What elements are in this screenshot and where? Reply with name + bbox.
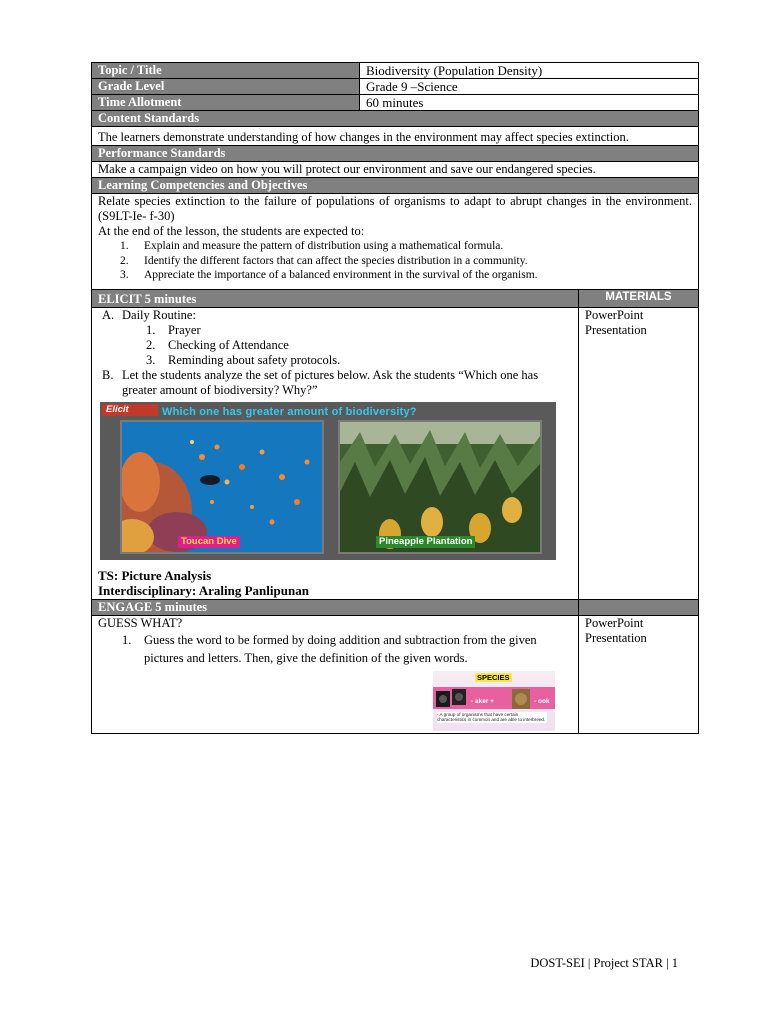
routine-item: 3. Reminding about safety protocols. xyxy=(146,352,341,367)
performance-standards-header: Performance Standards xyxy=(92,146,699,162)
caption-pineapple-plantation: Pineapple Plantation xyxy=(376,536,475,548)
species-slide xyxy=(433,671,555,731)
elicit-item-b: B. Let the students analyze the set of pictures below. Ask the students “Which one has greater amount of biodiversity? Why?” xyxy=(102,367,539,397)
elicit-list xyxy=(98,308,572,398)
routine-item: 1. Prayer xyxy=(146,322,201,337)
pineapple-plantation-image xyxy=(338,420,542,554)
coral-reef-image xyxy=(120,420,324,554)
elicit-body xyxy=(92,307,579,599)
time-value: 60 minutes xyxy=(360,95,699,111)
time-label: Time Allotment xyxy=(92,95,360,111)
competencies-intro: Relate species extinction to the failure of populations of organisms to adapt to abrupt changes in the environment. (S9LT-Ie- f-30) xyxy=(98,194,692,223)
engage-body xyxy=(92,615,579,733)
objectives-list xyxy=(98,239,692,283)
engage-header-blank xyxy=(579,599,699,615)
objective-item: 2. Identify the different factors that can affect the species distribution in a community. xyxy=(120,254,528,267)
routine-item: 2. Checking of Attendance xyxy=(146,337,289,352)
grade-value: Grade 9 –Science xyxy=(360,79,699,95)
row-grade xyxy=(92,79,699,95)
nest-icon xyxy=(511,688,531,710)
routine-list xyxy=(122,323,572,368)
competencies-header: Learning Competencies and Objectives xyxy=(92,178,699,194)
engage-item: 1. Guess the word to be formed by doing addition and subtraction from the given pictures and letters. Then, give the definition of the given words. xyxy=(122,632,537,665)
topic-value: Biodiversity (Population Density) xyxy=(360,63,699,79)
species-eq-2: - ook xyxy=(534,697,550,705)
species-definition: - A group of organisms that have certain characteristics in common and are able to interbreed. xyxy=(437,711,546,722)
content-standards-header: Content Standards xyxy=(92,111,699,127)
grade-label: Grade Level xyxy=(92,79,360,95)
content-standards-text: The learners demonstrate understanding of how changes in the environment may affect species extinction. xyxy=(92,127,699,146)
competencies-body xyxy=(92,194,699,290)
biodiversity-slide xyxy=(100,402,556,560)
elicit-tag: Elicit xyxy=(102,404,158,416)
engage-list xyxy=(98,631,572,667)
elicit-materials: PowerPoint Presentation xyxy=(579,307,699,599)
competencies-lead: At the end of the lesson, the students are expected to: xyxy=(98,224,365,238)
engage-title: GUESS WHAT? xyxy=(98,615,183,630)
species-slide-title: SPECIES xyxy=(477,672,510,682)
slide-question: Which one has greater amount of biodiversity? xyxy=(162,405,417,418)
performance-standards-text: Make a campaign video on how you will protect our environment and save our endangered species. xyxy=(92,162,699,178)
elicit-header: ELICIT 5 minutes xyxy=(92,289,579,307)
species-eq-1: - aker + xyxy=(471,697,494,705)
coral-reef-illustration xyxy=(122,422,322,552)
engage-materials: PowerPoint Presentation xyxy=(579,615,699,733)
topic-label: Topic / Title xyxy=(92,63,360,79)
engage-header: ENGAGE 5 minutes xyxy=(92,599,579,615)
speakers-icon xyxy=(435,689,475,709)
lesson-plan xyxy=(91,62,698,734)
interdisciplinary-note: Interdisciplinary: Araling Panlipunan xyxy=(98,582,309,598)
objective-item: 1. Explain and measure the pattern of distribution using a mathematical formula. xyxy=(120,240,504,252)
lesson-plan-table xyxy=(91,62,699,734)
materials-header: MATERIALS xyxy=(579,289,699,307)
row-time xyxy=(92,95,699,111)
row-topic xyxy=(92,63,699,79)
pineapple-illustration xyxy=(340,422,540,552)
objective-item: 3. Appreciate the importance of a balanced environment in the survival of the organism. xyxy=(120,269,538,281)
page-footer: DOST-SEI | Project STAR | 1 xyxy=(530,956,678,970)
ts-picture-analysis: TS: Picture Analysis xyxy=(98,567,212,583)
caption-toucan-dive: Toucan Dive xyxy=(178,536,240,548)
elicit-item-a: A. Daily Routine: 1. Prayer 2. Checking of Attendance 3. Reminding about safety protocols. xyxy=(122,308,572,368)
